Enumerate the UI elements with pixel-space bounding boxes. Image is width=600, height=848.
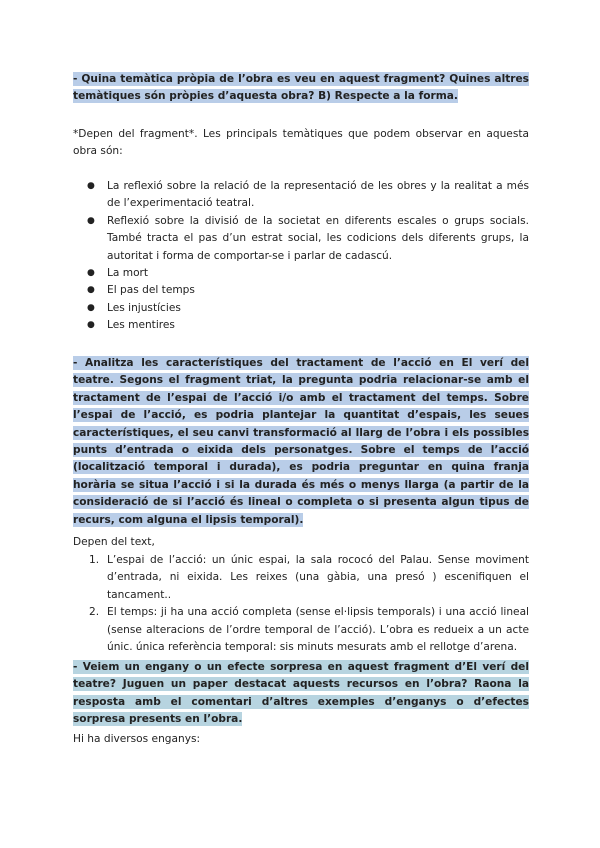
list-item: ● La mort: [73, 265, 529, 282]
question-1-highlight: - Quina temàtica pròpia de l’obra es veu en aquest fragment? Quines altres temàtiques són pròpies d’aquesta obra? B) Respecte a la forma.: [73, 73, 529, 103]
question-3-text: [73, 659, 529, 729]
bullet-icon: ●: [87, 215, 95, 226]
bullet-icon: ●: [87, 181, 95, 191]
action-list-container: [73, 552, 529, 656]
list-item: 1. L’espai de l’acció: un únic espai, la sala rococó del Palau. Sense moviment d’entrada, ni eixida. Les reixes (una gàbia, una presó ) escenifiquen el tancament..: [89, 554, 529, 601]
answer-3-intro: Hi ha diversos enganys:: [73, 733, 201, 745]
question-1: [73, 71, 529, 106]
question-3-highlight: - Veiem un engany o un efecte sorpresa en aquest fragment d’El verí del teatre? Juguen un paper destacat aquests recursos en l’obra? Raona la resposta amb el comentari d’altres exemples d’enganys o d’efectes sorpresa presents en l’obra.: [73, 661, 529, 726]
question-2: [73, 355, 529, 529]
answer-2: [73, 534, 529, 551]
question-1-text: [73, 71, 529, 106]
question-3: [73, 659, 529, 729]
bullet-icon: ●: [87, 320, 95, 331]
bullet-icon: ●: [87, 268, 95, 279]
bullet-icon: ●: [87, 285, 95, 296]
list-item: ● El pas del temps: [73, 282, 529, 299]
answer-1: [73, 126, 529, 161]
themes-list: [73, 178, 529, 335]
list-item: ● Les injustícies: [73, 300, 529, 317]
question-2-text: [73, 355, 529, 529]
answer-1-intro: *Depen del fragment*. Les principals temàtiques que podem observar en aquesta obra són:: [73, 128, 529, 158]
bullet-icon: ●: [87, 302, 95, 313]
question-2-highlight: - Analitza les característiques del tractament de l’acció en El verí del teatre. Segons el fragment triat, la pregunta podria relacionar-se amb el tractament de l’espai de l’acció i/o amb el tractament del temps. Sobre l’espai de l’acció, es podria plantejar la quantitat d’espais, les seues característiques, el seu canvi transformació al llarg de l’obra i els possibles punts d’entrada o eixida dels personatges. Sobre el temps de l’acció (localització temporal i durada), es podria preguntar en quina franja horària se situa l’acció i si la durada és més o menys llarga (a partir de la consideració de si l’acció és lineal o completa o si presenta algun tipus de recurs, com alguna el lipsis temporal).: [73, 357, 529, 526]
list-item: ● La reflexió sobre la relació de la representació de les obres y la realitat a més de l’experimentació teatral.: [87, 180, 529, 210]
list-item: 2. El temps: ji ha una acció completa (sense el·lipsis temporals) i una acció lineal (sense alteracions de l’ordre temporal de l’acció). L’obra es redueix a un acte únic. única referència temporal: sis minuts mesurats amb el rellotge d’arena.: [89, 606, 529, 654]
action-list: [73, 552, 529, 656]
themes-list-container: [73, 178, 529, 335]
answer-2-intro: Depen del text,: [73, 536, 155, 548]
list-item: ● Les mentires: [73, 317, 529, 334]
list-item: ● Reflexió sobre la divisió de la societat en diferents escales o grups socials. També tracta el pas d’un estrat social, les codicions dels diferents grups, la autoritat i forma de comportar-se i parlar de cadascú.: [87, 214, 529, 262]
answer-3: [73, 731, 529, 748]
